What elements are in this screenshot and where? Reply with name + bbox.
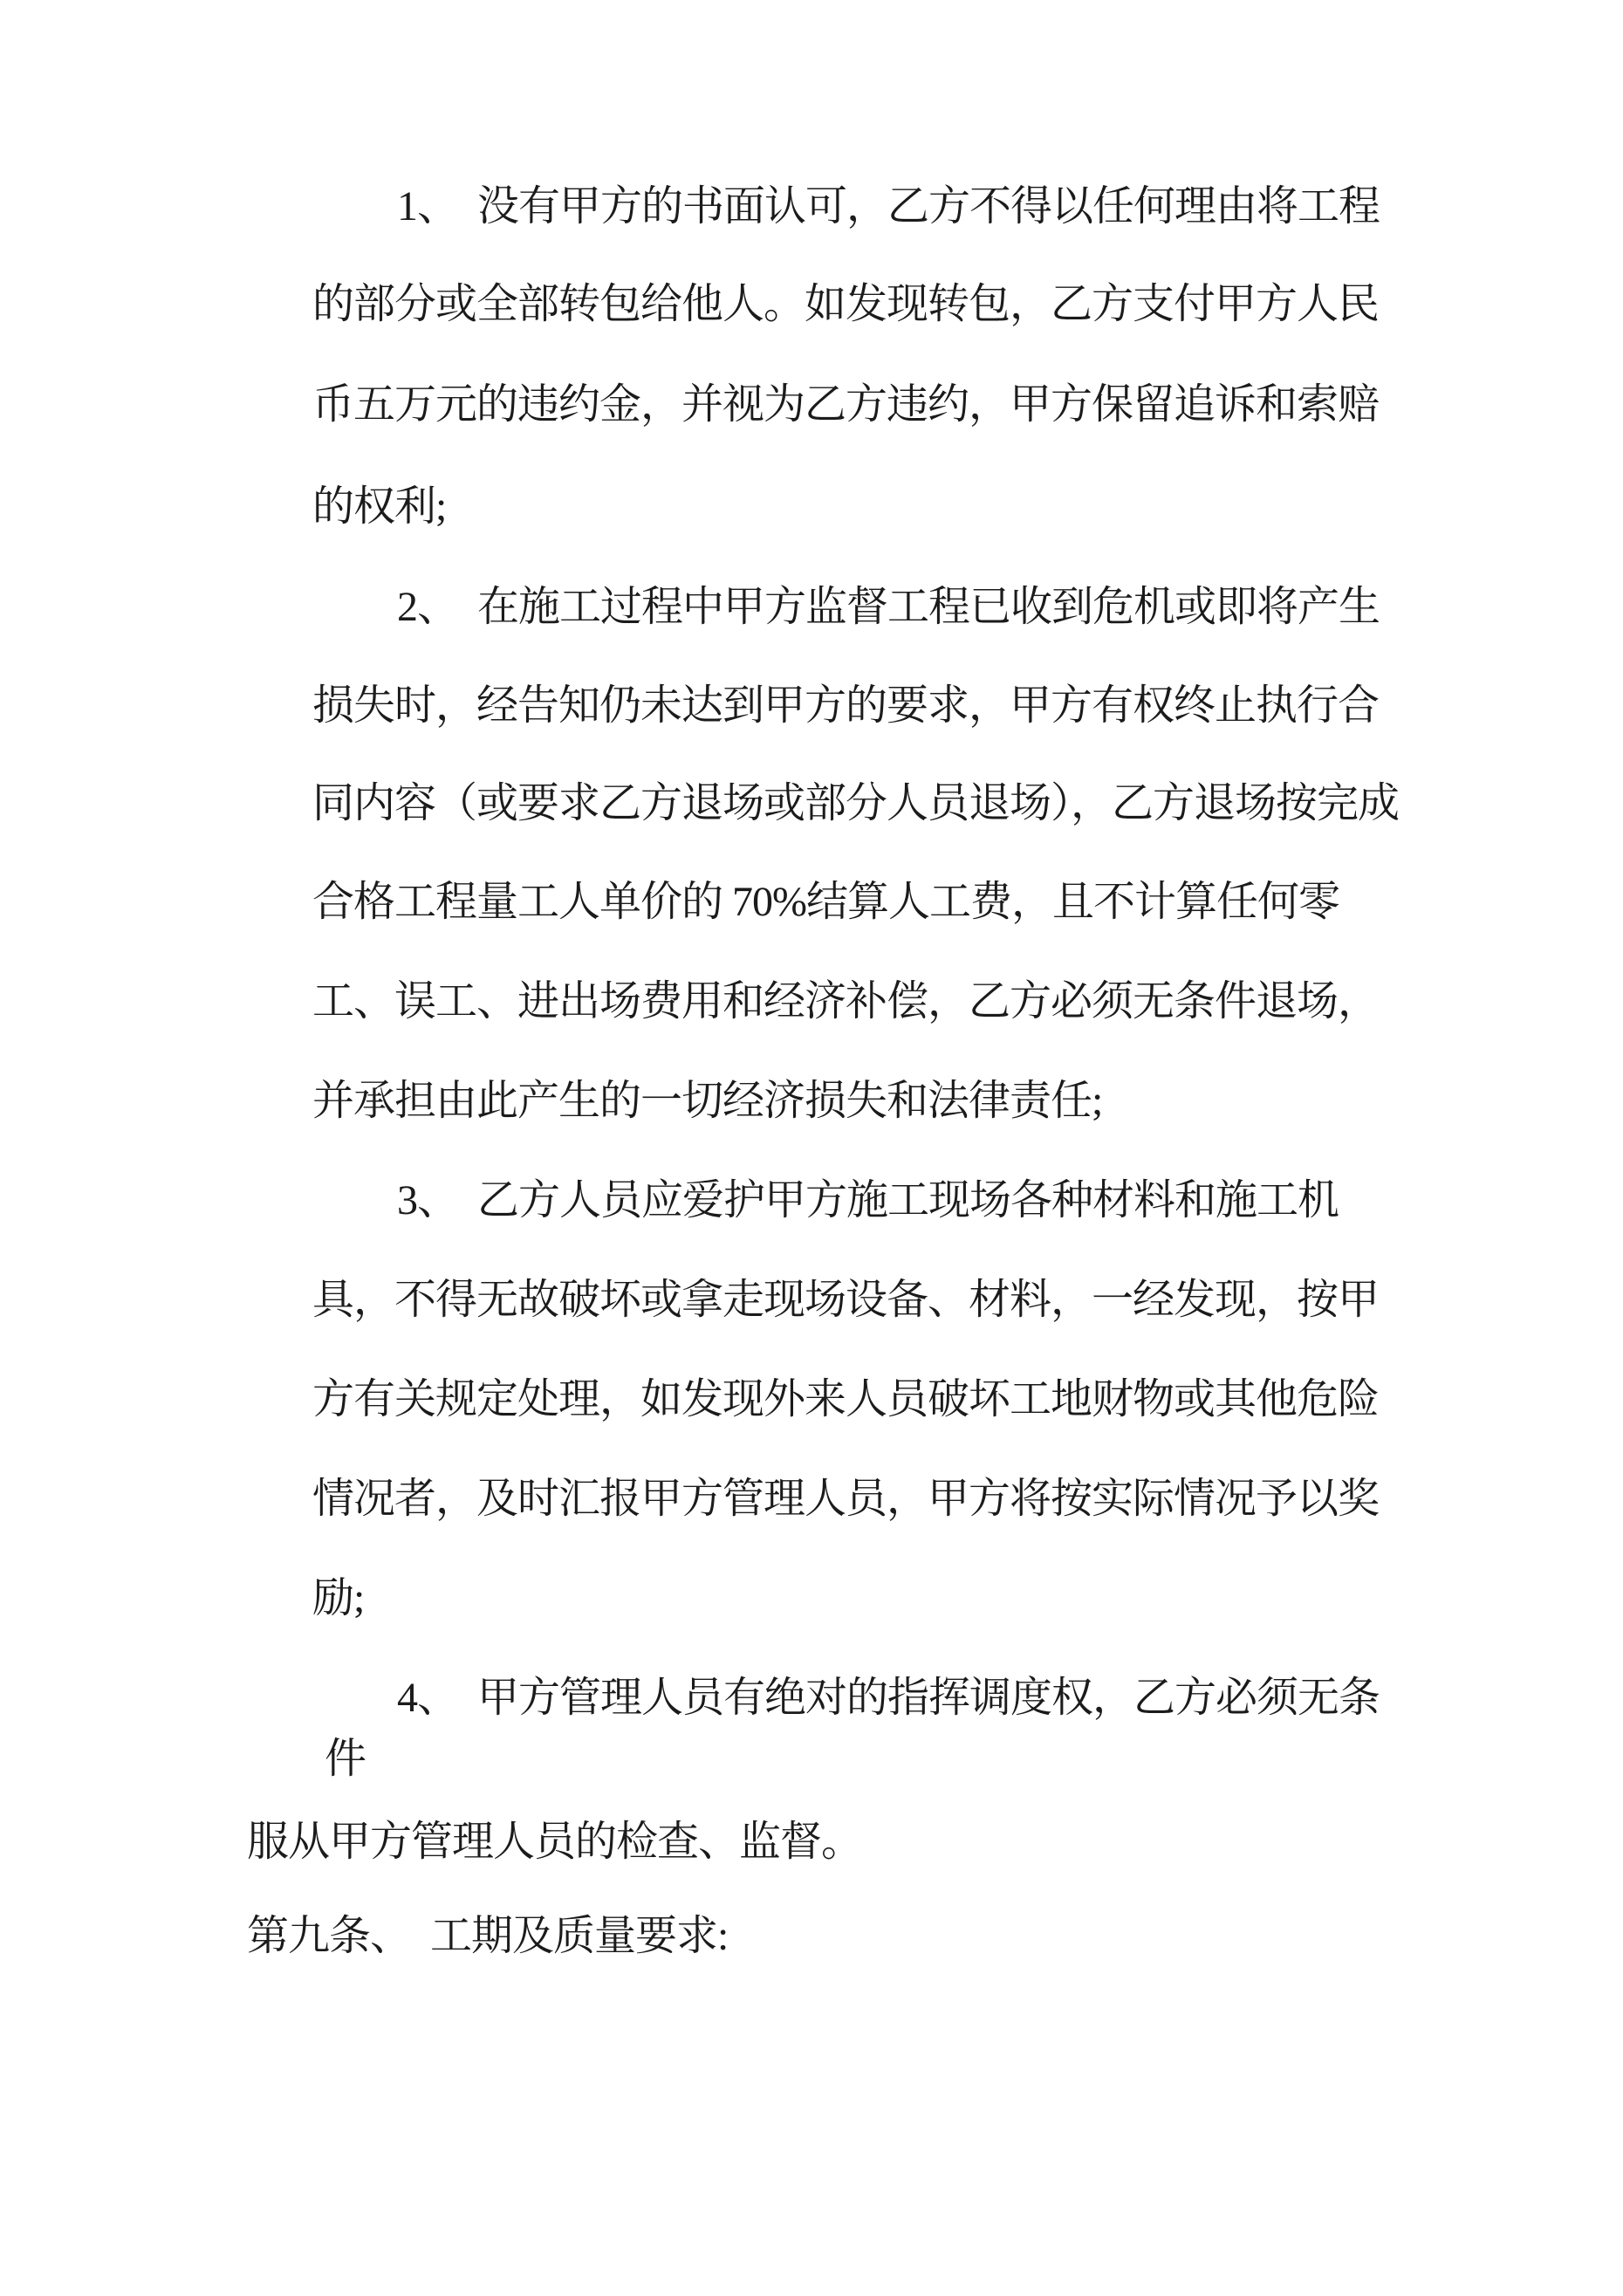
clause3-line4: 情况者，及时汇报甲方管理人员，甲方将按实际情况予以奖 xyxy=(312,1476,1380,1522)
clause2-line6: 并承担由此产生的一切经济损失和法律责任; xyxy=(312,1078,1103,1124)
clause2-line2: 损失时，经告知仍未达到甲方的要求，甲方有权终止执行合 xyxy=(312,682,1380,729)
clause3-line1: 3、 乙方人员应爱护甲方施工现场各种材料和施工机 xyxy=(397,1177,1339,1223)
clause1-line3: 币五万元的违约金，并视为乙方违约，甲方保留追诉和索赔 xyxy=(312,381,1380,428)
article-9-heading: 第九条、 工期及质量要求: xyxy=(247,1913,729,1959)
clause3-line2: 具，不得无故破坏或拿走现场设备、材料，一经发现，按甲 xyxy=(312,1277,1380,1323)
clause2-line3: 同内容（或要求乙方退场或部分人员退场），乙方退场按完成 xyxy=(312,780,1400,826)
clause3-line5: 励; xyxy=(312,1575,365,1621)
clause2-line4: 合格工程量工人单价的 70%结算人工费，且不计算任何零 xyxy=(312,879,1339,925)
clause2-line5: 工、误工、进出场费用和经济补偿，乙方必须无条件退场， xyxy=(312,978,1380,1025)
clause4-line2: 件 xyxy=(325,1736,366,1782)
clause1-line4: 的权利; xyxy=(312,483,447,530)
clause2-line1: 2、 在施工过程中甲方监督工程已收到危机或即将产生 xyxy=(397,584,1380,630)
clause4-line1: 4、 甲方管理人员有绝对的指挥调度权，乙方必须无条 xyxy=(397,1675,1380,1721)
clause1-line1: 1、 没有甲方的书面认可，乙方不得以任何理由将工程 xyxy=(397,183,1380,230)
clause4-line3: 服从甲方管理人员的检查、监督。 xyxy=(247,1819,863,1865)
clause3-line3: 方有关规定处理，如发现外来人员破坏工地财物或其他危险 xyxy=(312,1376,1380,1422)
clause1-line2: 的部分或全部转包给他人。如发现转包，乙方支付甲方人民 xyxy=(312,281,1380,327)
